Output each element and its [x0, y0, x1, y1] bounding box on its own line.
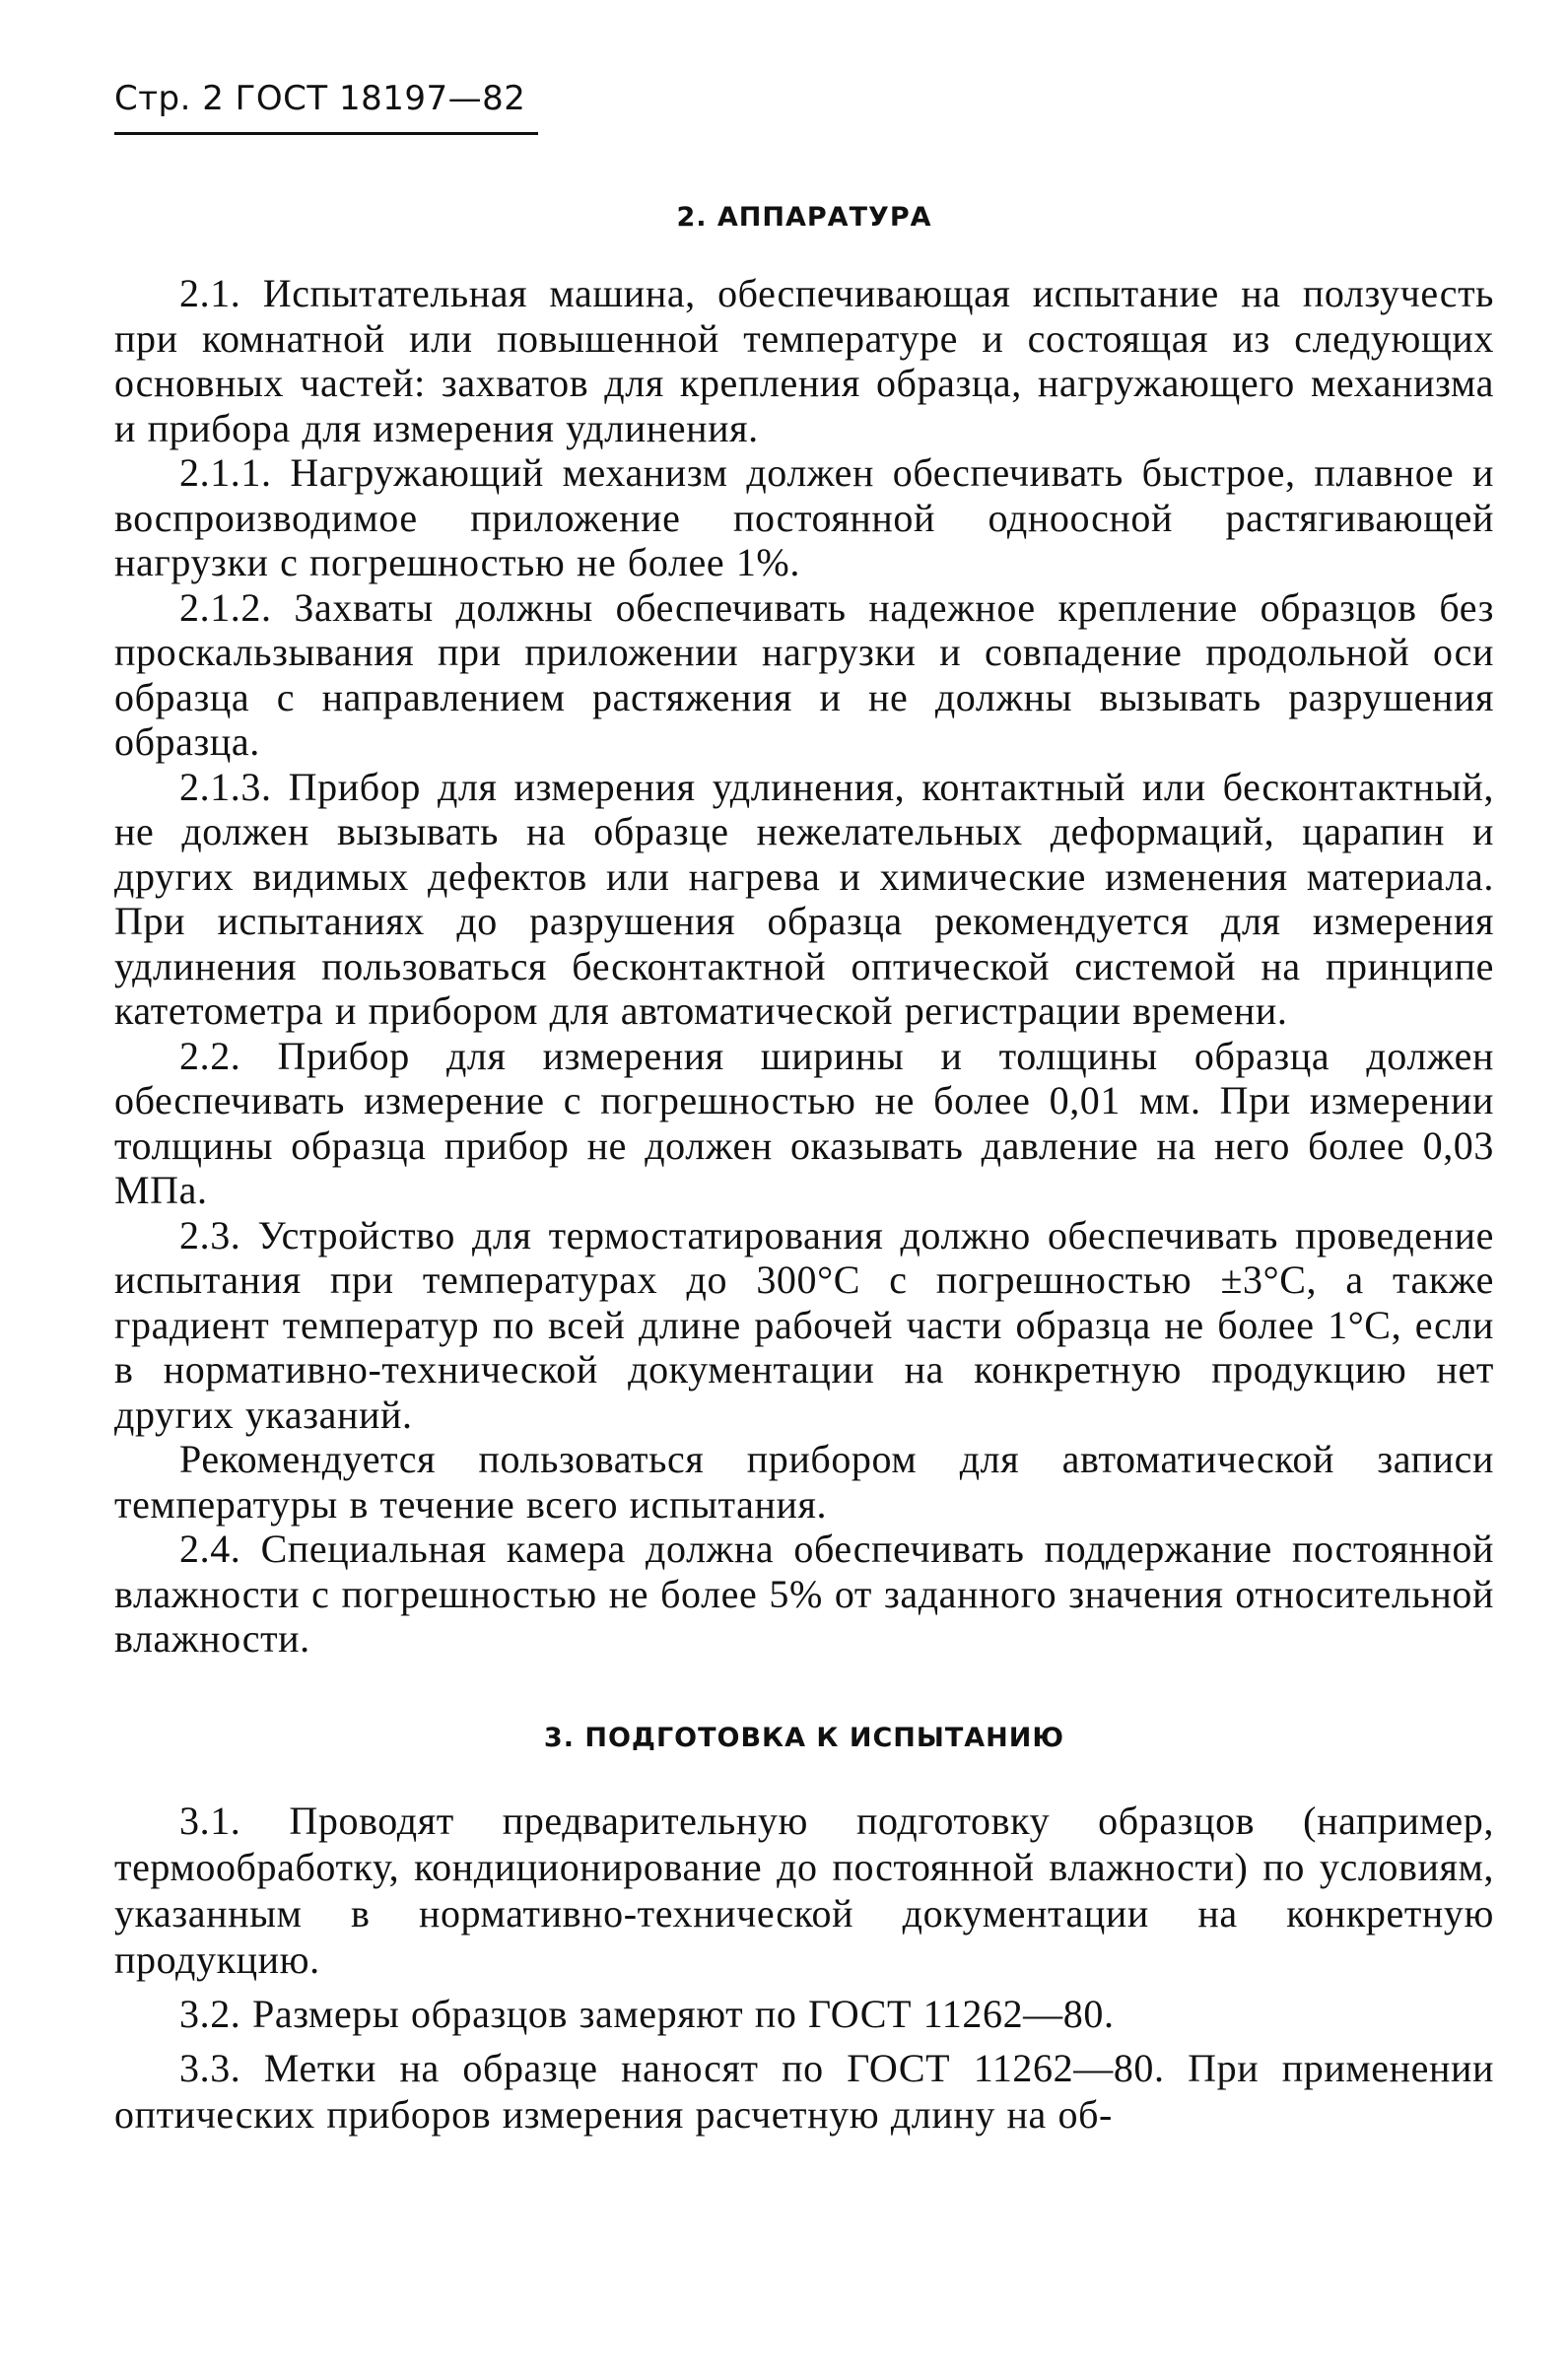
paragraph-2-1-2: 2.1.2. Захваты должны обеспечивать надежное крепление образцов без проскальзывания при приложении нагрузки и совпадение продольной оси образца с направлением растяжения и не должны вызывать разрушения образца. [114, 584, 1494, 764]
document-page [114, 79, 1494, 2145]
running-head: Стр. 2 ГОСТ 18197—82 [114, 79, 538, 135]
paragraph-3-2: 3.2. Размеры образцов замеряют по ГОСТ 11262—80. [179, 1991, 1115, 2036]
paragraph-3-3: 3.3. Метки на образце наносят по ГОСТ 11262—80. При применении оптических приборов измерения расчетную длину на об- [114, 2045, 1494, 2137]
paragraph-2-4: 2.4. Специальная камера должна обеспечивать поддержание постоянной влажности с погрешностью не более 5% от заданного значения относительной влажности. [114, 1527, 1494, 1661]
section-preparation [114, 1719, 1494, 2138]
paragraph-2-1-1: 2.1.1. Нагружающий механизм должен обеспечивать быстрое, плавное и воспроизводимое приложение постоянной одноосной растягивающей нагрузки с погрешностью не более 1%. [114, 450, 1494, 584]
section-title-apparatus: 2. АППАРАТУРА [676, 202, 932, 233]
section-apparatus [114, 198, 1494, 1662]
paragraph-2-2: 2.2. Прибор для измерения ширины и толщины образца должен обеспечивать измерение с погрешностью не более 0,01 мм. При измерении толщины образца прибор не должен оказывать давление на него более 0,03 МПа. [114, 1033, 1494, 1212]
paragraph-2-1-3: 2.1.3. Прибор для измерения удлинения, контактный или бесконтактный, не должен вызывать на образце нежелательных деформаций, царапин и других видимых дефектов или нагрева и химические изменения материала. При испытаниях до разрушения образца рекомендуется для измерения удлинения пользоваться бесконтактной оптической системой на принципе катетометра и прибором для автоматической регистрации времени. [114, 764, 1494, 1033]
paragraph-2-1: 2.1. Испытательная машина, обеспечивающая испытание на ползучесть при комнатной или повышенной температуре и состоящая из следующих основных частей: захватов для крепления образца, нагружающего механизма и прибора для измерения удлинения. [114, 271, 1494, 450]
paragraph-2-3-note: Рекомендуется пользоваться прибором для автоматической записи температуры в течение всего испытания. [114, 1437, 1494, 1527]
section-title-preparation: 3. ПОДГОТОВКА К ИСПЫТАНИЮ [543, 1722, 1065, 1753]
paragraph-2-3: 2.3. Устройство для термостатирования должно обеспечивать проведение испытания при температурах до 300°С с погрешностью ±3°С, а также градиент температур по всей длине рабочей части образца не более 1°С, если в нормативно-технической документации на конкретную продукцию нет других указаний. [114, 1212, 1494, 1437]
paragraph-3-1: 3.1. Проводят предварительную подготовку образцов (например, термообработку, кондиционирование до постоянной влажности) по условиям, указанным в нормативно-технической документации на конкретную продукцию. [114, 1798, 1494, 1982]
